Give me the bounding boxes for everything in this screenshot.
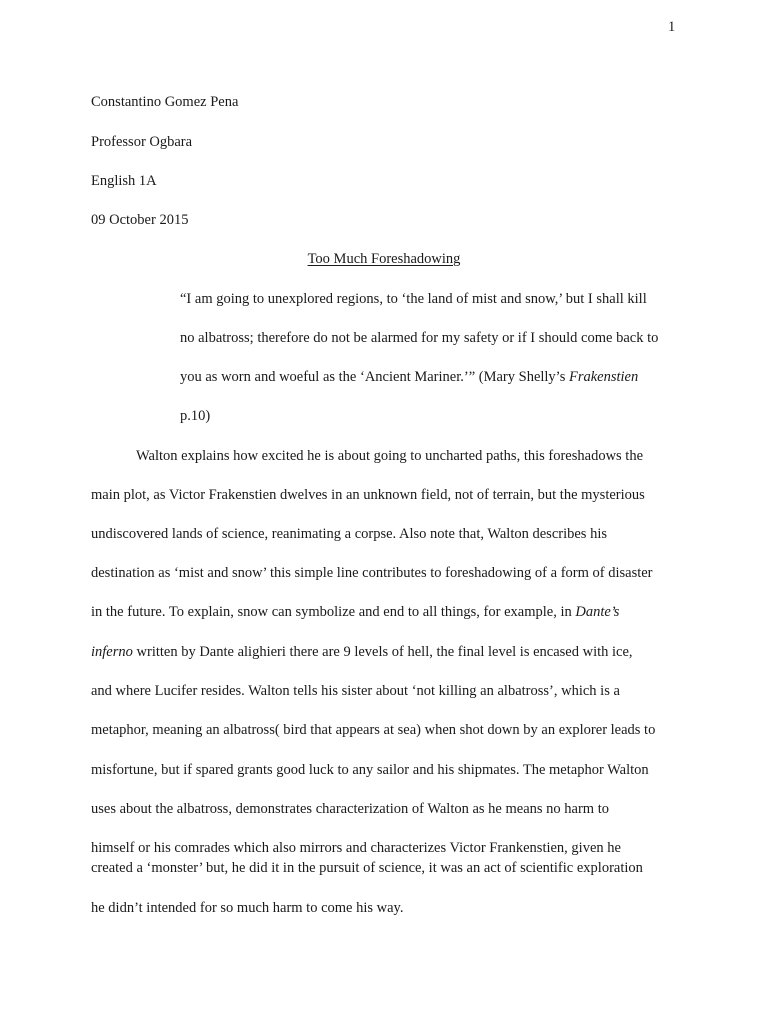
essay-title-text: Too Much Foreshadowing <box>307 251 461 267</box>
work-title-italic: inferno <box>91 644 133 660</box>
block-quote-citation: p.10) <box>180 408 211 424</box>
paragraph-line: main plot, as Victor Frakenstien dwelves in an unknown field, not of terrain, but the mysterious <box>91 487 645 503</box>
book-title-italic: Frakenstien <box>568 369 639 385</box>
paragraph-line: and where Lucifer resides. Walton tells his sister about ‘not killing an albatross’, which is a <box>91 683 620 699</box>
author-name: Constantino Gomez Pena <box>91 94 239 110</box>
course-name: English 1A <box>91 173 157 189</box>
block-quote-line: “I am going to unexplored regions, to ‘the land of mist and snow,’ but I shall kill <box>180 291 647 307</box>
essay-title <box>0 251 768 268</box>
paragraph-line <box>91 644 633 661</box>
paragraph-line: undiscovered lands of science, reanimating a corpse. Also note that, Walton describes his <box>91 526 607 542</box>
paragraph-line: uses about the albatross, demonstrates characterization of Walton as he means no harm to <box>91 801 609 817</box>
paragraph-line: destination as ‘mist and snow’ this simple line contributes to foreshadowing of a form of disaster <box>91 565 653 581</box>
page-number: 1 <box>668 19 676 35</box>
block-quote-line <box>180 369 638 386</box>
paragraph-line: himself or his comrades which also mirrors and characterizes Victor Frankenstien, given he <box>91 840 621 856</box>
paragraph-text: written by Dante alighieri there are 9 levels of hell, the final level is encased with ice, <box>132 644 633 660</box>
block-quote-text: you as worn and woeful as the ‘Ancient Mariner.’” (Mary Shelly’s <box>180 369 569 385</box>
paragraph-line: created a ‘monster’ but, he did it in the pursuit of science, it was an act of scientific exploration <box>91 860 643 876</box>
paragraph-line: metaphor, meaning an albatross( bird that appears at sea) when shot down by an explorer leads to <box>91 722 656 738</box>
professor-name: Professor Ogbara <box>91 134 193 150</box>
paragraph-line: he didn’t intended for so much harm to come his way. <box>91 900 404 916</box>
paragraph-line: misfortune, but if spared grants good luck to any sailor and his shipmates. The metaphor Walton <box>91 762 649 778</box>
block-quote-line: no albatross; therefore do not be alarmed for my safety or if I should come back to <box>180 330 659 346</box>
essay-date: 09 October 2015 <box>91 212 189 228</box>
work-title-italic: Dante’s <box>575 604 620 620</box>
paragraph-text: in the future. To explain, snow can symbolize and end to all things, for example, in <box>91 604 576 620</box>
paragraph-line <box>91 604 619 621</box>
paragraph-line: Walton explains how excited he is about going to uncharted paths, this foreshadows the <box>136 448 644 464</box>
